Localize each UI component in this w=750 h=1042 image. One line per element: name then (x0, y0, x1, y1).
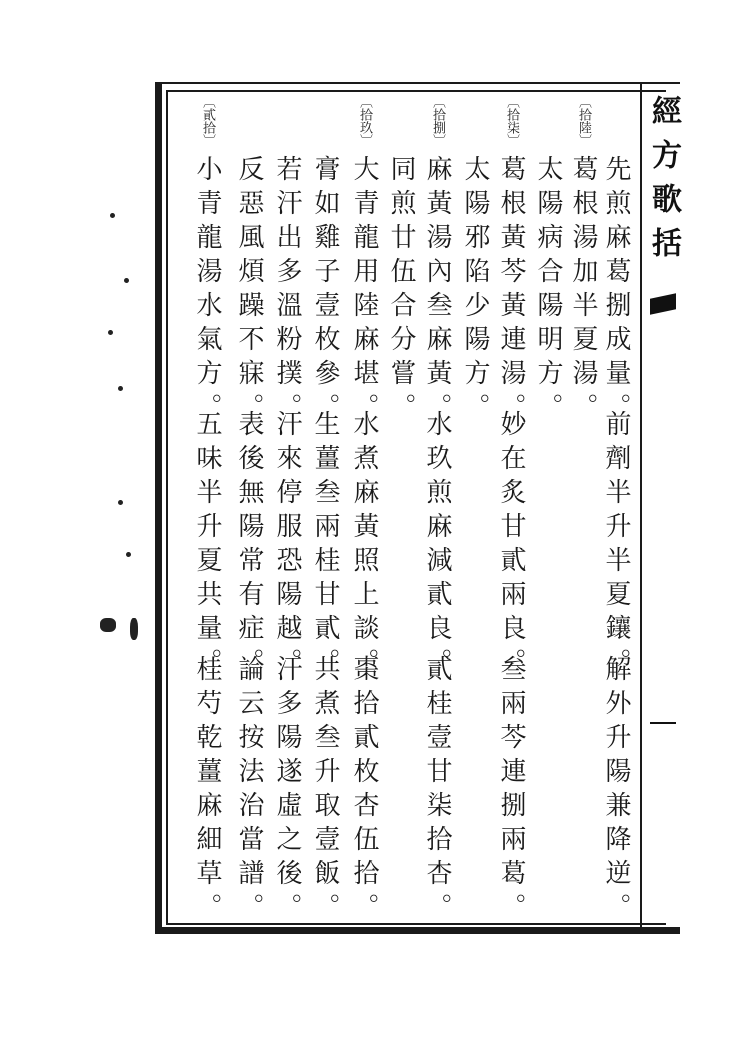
book-title: 經方歌括 (646, 95, 681, 271)
verse-column (345, 95, 383, 925)
verse-column (306, 95, 344, 925)
verse-line: 前劑半升半夏鑲。 (601, 410, 631, 682)
scan-speck (130, 618, 138, 640)
verse-line: 葛根湯加半夏湯。 (568, 155, 598, 427)
verse-number-tag: 〔貳拾〕 (200, 95, 215, 147)
verse-line: 小青龍湯水氣方。 (192, 155, 222, 427)
scan-speck (118, 386, 123, 391)
verse-line: 表後無陽常有症。 (234, 410, 264, 682)
verse-line: 水煮麻黃照上談。 (349, 410, 379, 682)
verse-line: 反惡風煩躁不寐。 (234, 155, 264, 427)
verse-line: 叁兩芩連捌兩葛。 (496, 655, 526, 927)
scan-speck (110, 213, 115, 218)
verse-column (268, 95, 306, 925)
verse-line: 麻黃湯內叁麻黃。 (422, 155, 452, 427)
verse-column (597, 95, 635, 925)
verse-column (188, 95, 226, 925)
verse-line: 汗來停服恐陽越。 (272, 410, 302, 682)
verse-line: 太陽病合陽明方。 (533, 155, 563, 427)
verse-number-tag: 〔拾陸〕 (576, 95, 591, 147)
verse-line: 若汗出多溫粉撲。 (272, 155, 302, 427)
verse-line: 五味半升夏共量。 (192, 410, 222, 682)
scan-speck (118, 500, 123, 505)
verse-column (230, 95, 268, 925)
scan-speck (126, 552, 131, 557)
verse-line: 妙在炙甘貳兩良。 (496, 410, 526, 682)
margin-divider (640, 84, 642, 930)
verse-line: 共煮叁升取壹飯。 (310, 655, 340, 927)
verse-column (492, 95, 530, 925)
verse-column (529, 95, 567, 925)
verse-line: 汗多陽遂虛之後。 (272, 655, 302, 927)
scan-speck (124, 278, 129, 283)
verse-column (418, 95, 456, 925)
verse-column (564, 95, 602, 925)
verse-line: 大青龍用陸麻堪。 (349, 155, 379, 427)
verse-column (382, 95, 420, 925)
page-number (650, 722, 676, 724)
verse-column (456, 95, 494, 925)
verse-line: 葛根黃芩黃連湯。 (496, 155, 526, 427)
scan-speck (108, 330, 113, 335)
verse-line: 水玖煎麻減貳良。 (422, 410, 452, 682)
verse-line: 桂芍乾薑麻細草。 (192, 655, 222, 927)
verse-number-tag: 〔拾捌〕 (430, 95, 445, 147)
verse-line: 生薑叁兩桂甘貳。 (310, 410, 340, 682)
verse-line: 太陽邪陷少陽方。 (460, 155, 490, 427)
verse-line: 膏如雞子壹枚參。 (310, 155, 340, 427)
verse-line: 棗拾貳枚杏伍拾。 (349, 655, 379, 927)
verse-number-tag: 〔拾玖〕 (357, 95, 372, 147)
verse-number-tag: 〔拾柒〕 (504, 95, 519, 147)
verse-line: 貳桂壹甘柒拾杏。 (422, 655, 452, 927)
verse-line: 論云按法治當譜。 (234, 655, 264, 927)
verse-line: 先煎麻葛捌成量。 (601, 155, 631, 427)
verse-line: 解外升陽兼降逆。 (601, 655, 631, 927)
scan-speck (100, 618, 116, 632)
verse-line: 同煎廿伍合分嘗。 (386, 155, 416, 427)
